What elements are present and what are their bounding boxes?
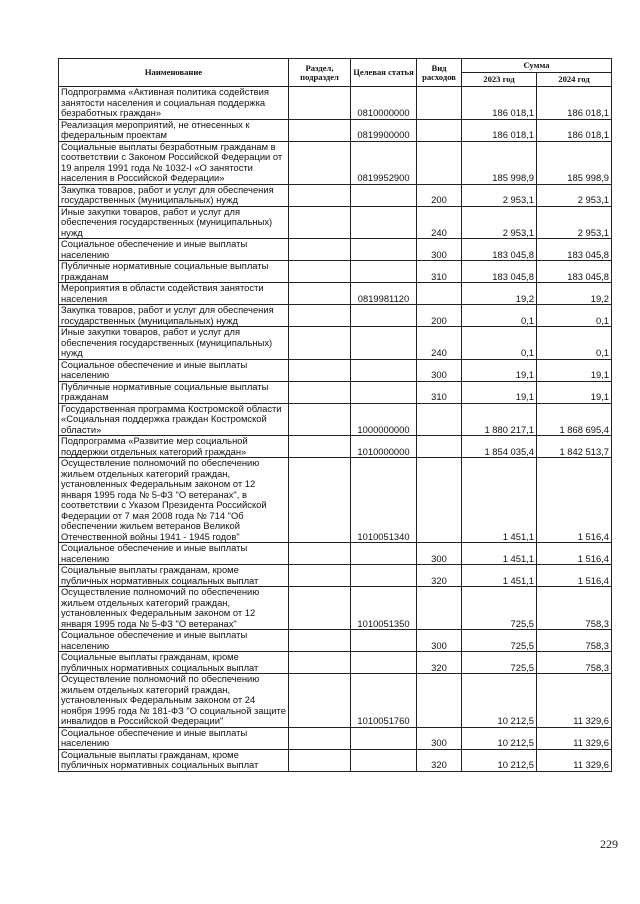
- row-sum-2024: 1 516,4: [537, 565, 612, 587]
- row-section: [289, 543, 351, 565]
- table-row: [59, 436, 612, 458]
- table-row: [59, 184, 612, 206]
- row-target: [351, 184, 417, 206]
- row-sum-2024: 2 953,1: [537, 184, 612, 206]
- page-number: 229: [600, 837, 618, 851]
- row-sum-2023: 1 451,1: [462, 458, 537, 543]
- row-sum-2024: 19,1: [537, 381, 612, 403]
- table-row: [59, 119, 612, 141]
- row-target: 1010051350: [351, 587, 417, 630]
- row-sum-2024: 758,3: [537, 630, 612, 652]
- row-section: [289, 403, 351, 436]
- row-name: Осуществление полномочий по обеспечению жильем отдельных категорий граждан, установленных Федеральным законом от 24 ноября 1995 года № 181-ФЗ "О социальной защите инвалидов в Российской Федерации": [59, 674, 289, 728]
- row-name: Осуществление полномочий по обеспечению жильем отдельных категорий граждан, установленных Федеральным законом от 12 января 1995 года № 5-ФЗ "О ветеранах": [59, 587, 289, 630]
- row-sum-2023: 2 953,1: [462, 206, 537, 239]
- row-sum-2024: 11 329,6: [537, 674, 612, 728]
- row-name: Социальное обеспечение и иные выплаты населению: [59, 359, 289, 381]
- table-body: [59, 87, 612, 772]
- header-section: Раздел, подраздел: [289, 59, 351, 87]
- header-year-2023: 2023 год: [462, 73, 537, 87]
- table-row: [59, 630, 612, 652]
- row-target: 0810000000: [351, 87, 417, 120]
- row-section: [289, 261, 351, 283]
- table-row: [59, 381, 612, 403]
- row-sum-2023: 10 212,5: [462, 727, 537, 749]
- row-section: [289, 630, 351, 652]
- row-kind: 320: [417, 749, 462, 771]
- row-target: [351, 630, 417, 652]
- row-sum-2024: 183 045,8: [537, 261, 612, 283]
- row-target: [351, 565, 417, 587]
- row-target: 1010051340: [351, 458, 417, 543]
- row-kind: [417, 674, 462, 728]
- row-kind: 300: [417, 727, 462, 749]
- table-row: [59, 727, 612, 749]
- row-name: Государственная программа Костромской области «Социальная поддержка граждан Костромской области»: [59, 403, 289, 436]
- table-row: [59, 652, 612, 674]
- table-row: [59, 359, 612, 381]
- row-target: [351, 359, 417, 381]
- row-name: Социальные выплаты безработным гражданам в соответствии с Законом Российской Федерации от 19 апреля 1991 года № 1032-I «О занятости населения в Российской Федерации»: [59, 141, 289, 184]
- header-target: Целевая статья: [351, 59, 417, 87]
- row-sum-2023: 10 212,5: [462, 749, 537, 771]
- row-section: [289, 749, 351, 771]
- row-sum-2024: 1 516,4: [537, 543, 612, 565]
- row-name: Иные закупки товаров, работ и услуг для обеспечения государственных (муниципальных) нужд: [59, 327, 289, 360]
- row-target: 1000000000: [351, 403, 417, 436]
- row-target: [351, 727, 417, 749]
- row-kind: 300: [417, 543, 462, 565]
- row-sum-2024: 1 516,4: [537, 458, 612, 543]
- row-name: Социальное обеспечение и иные выплаты населению: [59, 239, 289, 261]
- row-section: [289, 119, 351, 141]
- row-target: 1010051760: [351, 674, 417, 728]
- row-section: [289, 587, 351, 630]
- table-row: [59, 141, 612, 184]
- row-name: Социальное обеспечение и иные выплаты населению: [59, 727, 289, 749]
- row-name: Иные закупки товаров, работ и услуг для обеспечения государственных (муниципальных) нужд: [59, 206, 289, 239]
- budget-table: [58, 58, 612, 772]
- row-sum-2024: 185 998,9: [537, 141, 612, 184]
- row-section: [289, 305, 351, 327]
- row-sum-2024: 758,3: [537, 652, 612, 674]
- row-kind: 200: [417, 305, 462, 327]
- row-sum-2024: 2 953,1: [537, 206, 612, 239]
- header-year-2024: 2024 год: [537, 73, 612, 87]
- row-target: [351, 381, 417, 403]
- row-sum-2023: 183 045,8: [462, 239, 537, 261]
- row-kind: [417, 141, 462, 184]
- row-section: [289, 652, 351, 674]
- row-target: 1010000000: [351, 436, 417, 458]
- row-kind: 310: [417, 261, 462, 283]
- table-row: [59, 206, 612, 239]
- header-kind: Вид расходов: [417, 59, 462, 87]
- row-kind: 240: [417, 327, 462, 360]
- table-row: [59, 87, 612, 120]
- header-name: Наименование: [59, 59, 289, 87]
- row-sum-2024: 0,1: [537, 327, 612, 360]
- row-section: [289, 141, 351, 184]
- row-target: 0819900000: [351, 119, 417, 141]
- row-target: [351, 206, 417, 239]
- table-row: [59, 403, 612, 436]
- row-section: [289, 436, 351, 458]
- row-sum-2023: 725,5: [462, 652, 537, 674]
- row-kind: [417, 119, 462, 141]
- row-section: [289, 206, 351, 239]
- row-kind: 300: [417, 239, 462, 261]
- row-target: [351, 305, 417, 327]
- row-sum-2023: 186 018,1: [462, 119, 537, 141]
- row-kind: 320: [417, 652, 462, 674]
- table-row: [59, 587, 612, 630]
- row-sum-2023: 186 018,1: [462, 87, 537, 120]
- row-sum-2024: 183 045,8: [537, 239, 612, 261]
- row-sum-2023: 19,1: [462, 381, 537, 403]
- row-name: Публичные нормативные социальные выплаты гражданам: [59, 381, 289, 403]
- row-sum-2024: 186 018,1: [537, 119, 612, 141]
- row-target: [351, 543, 417, 565]
- row-sum-2023: 0,1: [462, 305, 537, 327]
- row-name: Социальное обеспечение и иные выплаты населению: [59, 543, 289, 565]
- row-target: [351, 327, 417, 360]
- row-name: Публичные нормативные социальные выплаты гражданам: [59, 261, 289, 283]
- row-kind: [417, 403, 462, 436]
- table-row: [59, 565, 612, 587]
- row-kind: [417, 458, 462, 543]
- row-name: Закупка товаров, работ и услуг для обеспечения государственных (муниципальных) нужд: [59, 184, 289, 206]
- row-sum-2024: 186 018,1: [537, 87, 612, 120]
- row-sum-2023: 1 451,1: [462, 565, 537, 587]
- row-sum-2023: 185 998,9: [462, 141, 537, 184]
- row-name: Социальные выплаты гражданам, кроме публичных нормативных социальных выплат: [59, 565, 289, 587]
- row-section: [289, 87, 351, 120]
- table-row: [59, 261, 612, 283]
- row-kind: [417, 283, 462, 305]
- row-kind: 320: [417, 565, 462, 587]
- row-sum-2024: 19,2: [537, 283, 612, 305]
- row-name: Реализация мероприятий, не отнесенных к федеральным проектам: [59, 119, 289, 141]
- row-kind: 200: [417, 184, 462, 206]
- row-section: [289, 727, 351, 749]
- row-target: [351, 749, 417, 771]
- row-name: Закупка товаров, работ и услуг для обеспечения государственных (муниципальных) нужд: [59, 305, 289, 327]
- row-name: Социальные выплаты гражданам, кроме публичных нормативных социальных выплат: [59, 749, 289, 771]
- row-name: Осуществление полномочий по обеспечению жильем отдельных категорий граждан, установленных Федеральным законом от 12 января 1995 года № 5-ФЗ "О ветеранах", в соответствии с Указом Президента Российской Федерации от 7 мая 2008 года № 714 "Об обеспечении жильем ветеранов Великой Отечественной войны 1941 - 1945 годов": [59, 458, 289, 543]
- table-header: [59, 59, 612, 87]
- row-sum-2024: 1 868 695,4: [537, 403, 612, 436]
- row-sum-2023: 2 953,1: [462, 184, 537, 206]
- row-kind: 300: [417, 359, 462, 381]
- row-sum-2023: 19,2: [462, 283, 537, 305]
- row-sum-2023: 725,5: [462, 587, 537, 630]
- row-sum-2024: 0,1: [537, 305, 612, 327]
- table-row: [59, 543, 612, 565]
- row-sum-2024: 11 329,6: [537, 727, 612, 749]
- row-section: [289, 674, 351, 728]
- row-sum-2024: 1 842 513,7: [537, 436, 612, 458]
- row-section: [289, 184, 351, 206]
- row-kind: 310: [417, 381, 462, 403]
- row-target: 0819952900: [351, 141, 417, 184]
- row-target: [351, 261, 417, 283]
- row-name: Социальное обеспечение и иные выплаты населению: [59, 630, 289, 652]
- row-section: [289, 458, 351, 543]
- row-kind: [417, 587, 462, 630]
- row-section: [289, 565, 351, 587]
- row-target: 0819981120: [351, 283, 417, 305]
- row-sum-2023: 19,1: [462, 359, 537, 381]
- row-sum-2023: 0,1: [462, 327, 537, 360]
- row-target: [351, 652, 417, 674]
- table-row: [59, 327, 612, 360]
- row-kind: [417, 87, 462, 120]
- row-name: Подпрограмма «Активная политика содействия занятости населения и социальная поддержка безработных граждан»: [59, 87, 289, 120]
- row-sum-2024: 758,3: [537, 587, 612, 630]
- row-sum-2023: 10 212,5: [462, 674, 537, 728]
- table-row: [59, 674, 612, 728]
- row-section: [289, 283, 351, 305]
- row-sum-2024: 11 329,6: [537, 749, 612, 771]
- row-target: [351, 239, 417, 261]
- row-sum-2024: 19,1: [537, 359, 612, 381]
- row-name: Подпрограмма «Развитие мер социальной поддержки отдельных категорий граждан»: [59, 436, 289, 458]
- row-section: [289, 327, 351, 360]
- row-name: Социальные выплаты гражданам, кроме публичных нормативных социальных выплат: [59, 652, 289, 674]
- row-sum-2023: 183 045,8: [462, 261, 537, 283]
- table-row: [59, 239, 612, 261]
- table-row: [59, 305, 612, 327]
- row-kind: [417, 436, 462, 458]
- row-section: [289, 239, 351, 261]
- table-row: [59, 458, 612, 543]
- header-sum: Сумма: [462, 59, 612, 73]
- row-sum-2023: 725,5: [462, 630, 537, 652]
- row-sum-2023: 1 880 217,1: [462, 403, 537, 436]
- row-section: [289, 359, 351, 381]
- row-sum-2023: 1 854 035,4: [462, 436, 537, 458]
- table-row: [59, 749, 612, 771]
- row-section: [289, 381, 351, 403]
- row-kind: 300: [417, 630, 462, 652]
- row-kind: 240: [417, 206, 462, 239]
- row-sum-2023: 1 451,1: [462, 543, 537, 565]
- table-row: [59, 283, 612, 305]
- row-name: Мероприятия в области содействия занятости населения: [59, 283, 289, 305]
